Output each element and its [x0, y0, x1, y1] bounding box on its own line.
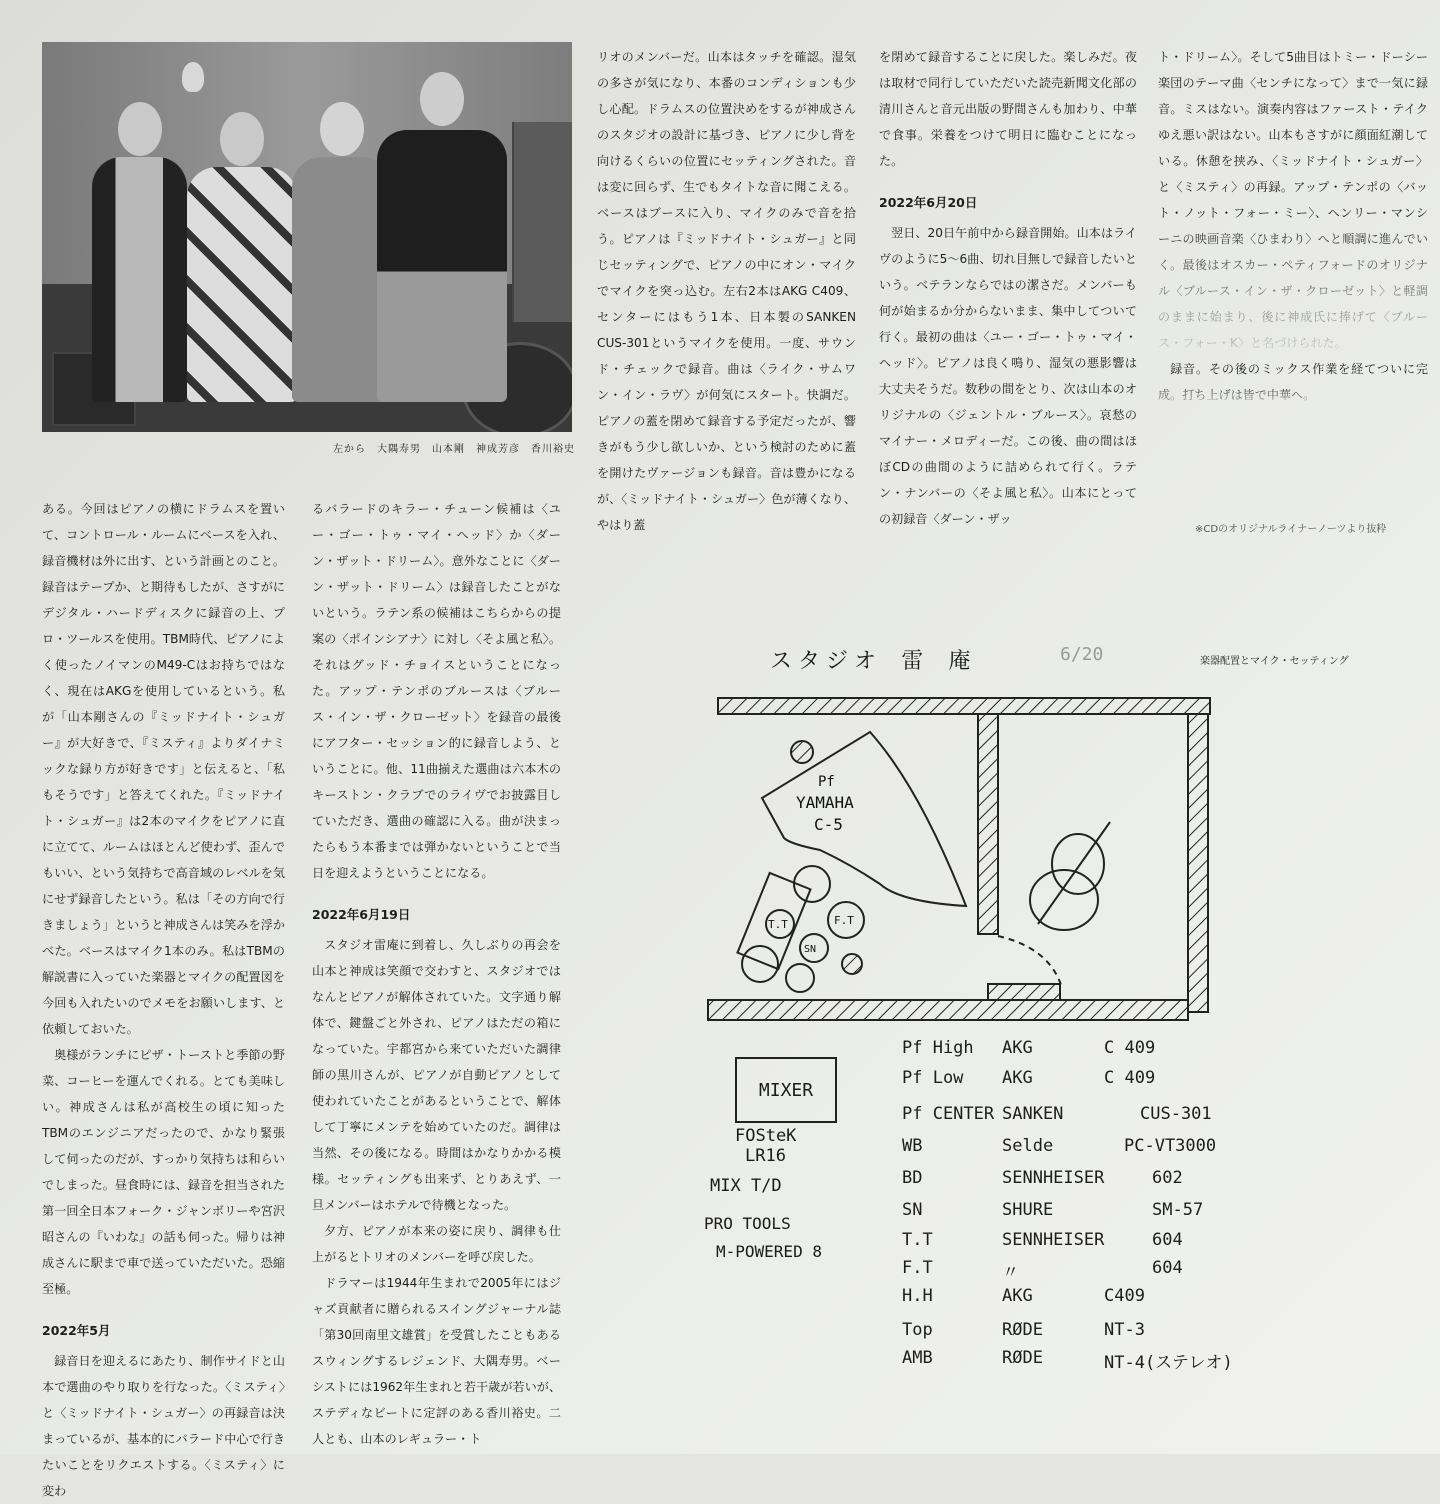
equipment-brand: AKG: [1002, 1068, 1033, 1088]
mix-td: MIX T/D: [710, 1176, 782, 1196]
equipment-pos: Pf High: [902, 1038, 974, 1058]
equipment-model: NT-3: [1104, 1320, 1145, 1340]
equipment-model: C 409: [1104, 1068, 1156, 1088]
paragraph: リオのメンバーだ。山本はタッチを確認。湿気の多さが気になり、本番のコンディションも少し心配。ドラムスの位置決めをするが神成さんのスタジオの設計に基づき、ピアノに少し背を向けるくらいの位置にセッティングされた。音は変に回らず、生でもタイトな音に聞こえる。ベースはブースに入り、マイクのみで音を拾う。ピアノは『ミッドナイト・シュガー』と同じセッティングで、ピアノの中にオン・マイクでマイクを突っ込む。左右2本はAKG C409、センターにはもう1本、日本製のSANKEN CUS-301というマイクを使用。一度、サウンド・チェックで録音。曲は〈ライク・サムワン・イン・ラヴ〉が何気にスタート。快調だ。ピアノの蓋を閉めて録音する予定だったが、響きがもう少し欲しいか、という検討のために蓋を開けたヴァージョンも録音。音は豊かになるが、〈ミッドナイト・シュガー〉色が薄くなり、やはり蓋: [597, 50, 856, 532]
paragraph: るバラードのキラー・チューン候補は〈ユー・ゴー・トゥ・マイ・ヘッド〉か〈ダーン・ザット・ドリーム〉。意外なことに〈ダーン・ザット・ドリーム〉は録音したことがないという。ラテン系の候補はこちらからの提案の〈ポインシアナ〉に対し〈そよ風と私〉。それはグッド・チョイスということになった。アップ・テンポのブルースは〈ブルース・イン・ザ・クローゼット〉を録音の最後にアフター・セッション的に録音しよう、ということに。他、11曲揃えた選曲は六本木のキーストン・クラブでのライヴでお披露目していただき、選曲の確認に入る。曲が決まったらもう本番までは弾かないということで当日を迎えようということになる。: [312, 502, 561, 880]
person-2: [187, 112, 297, 402]
booth-door: [988, 984, 1060, 1000]
tt-label: T.T: [768, 918, 788, 931]
equipment-pos: AMB: [902, 1348, 933, 1368]
drum-kit: [737, 866, 864, 992]
equipment-pos: WB: [902, 1136, 923, 1156]
equipment-pos: Top: [902, 1320, 933, 1340]
text-column-4: [879, 44, 1137, 532]
studio-title: スタジオ 雷 庵: [770, 649, 977, 674]
equipment-row: [0, 1038, 1440, 1062]
equipment-brand: SENNHEISER: [1002, 1168, 1105, 1188]
pro-tools-1: PRO TOOLS: [704, 1214, 791, 1233]
paragraph: 録音日を迎えるにあたり、制作サイドと山本で選曲のやり取りを行なった。〈ミスティ〉と〈ミッドナイト・シュガー〉の再録音は決まっているが、基本的にバラード中心で行きたいことをリクエストする。〈ミスティ〉に変わ: [42, 1354, 285, 1498]
equipment-model: CUS-301: [1140, 1104, 1212, 1124]
double-bass: [1030, 822, 1110, 930]
equipment-model: 602: [1152, 1168, 1183, 1188]
wall-booth: [978, 714, 998, 934]
equipment-brand: AKG: [1002, 1038, 1033, 1058]
equipment-brand: SANKEN: [1002, 1104, 1064, 1124]
pro-tools-2: M-POWERED 8: [716, 1242, 822, 1261]
equipment-pos: T.T: [902, 1230, 933, 1250]
photo-lamp: [182, 62, 204, 92]
mixer-model-2: LR16: [745, 1146, 786, 1166]
equipment-row: [0, 1258, 1440, 1282]
section-heading: 2022年6月20日: [879, 195, 978, 210]
diagram-subtitle: 楽器配置とマイク・セッティング: [1200, 656, 1349, 667]
piano-label-2: YAMAHA: [796, 793, 854, 812]
equipment-brand: SENNHEISER: [1002, 1230, 1105, 1250]
photo-caption: 左から 大隅寿男 山本剛 神成芳彦 香川裕史: [333, 444, 575, 455]
mixer-model-1: FOSteK: [735, 1126, 797, 1146]
equipment-brand: Selde: [1002, 1136, 1054, 1156]
text-column-5: [1158, 44, 1428, 408]
equipment-brand: 〃: [1002, 1263, 1019, 1283]
equipment-row: [0, 1068, 1440, 1092]
photo-door: [512, 122, 572, 322]
diagram-date: 6/20: [1060, 644, 1104, 665]
equipment-brand: SHURE: [1002, 1200, 1054, 1220]
equipment-pos: SN: [902, 1200, 923, 1220]
equipment-brand: AKG: [1002, 1286, 1033, 1306]
booth-door-swing: [998, 936, 1062, 988]
equipment-row: [0, 1286, 1440, 1310]
equipment-row: [0, 1168, 1440, 1192]
piano-label-1: Pf: [818, 774, 835, 790]
equipment-model: 604: [1152, 1258, 1183, 1278]
person-1: [92, 102, 187, 402]
paragraph: 夕方、ピアノが本来の姿に戻り、調律も仕上がるとトリオのメンバーを呼び戻した。: [312, 1224, 561, 1264]
wall-bottom: [708, 1000, 1188, 1020]
person-4: [377, 72, 507, 402]
equipment-pos: BD: [902, 1168, 923, 1188]
equipment-model: C 409: [1104, 1038, 1156, 1058]
paragraph: ある。今回はピアノの横にドラムスを置いて、コントロール・ルームにベースを入れ、録音機材は外に出す、という計画とのこと。録音はテープか、と期待もしたが、さすがにデジタル・ハードディスクに録音の上、プロ・ツールスを使用。TBM時代、ピアノによく使ったノイマンのM49-Cはお持ちではなく、現在はAKGを使用しているという。私が「山本剛さんの『ミッドナイト・シュガー』が大好きで、『ミスティ』よりダイナミックな録り方が好きです」と伝えると、「私もそうです」と答えてくれた。『ミッドナイト・シュガー』は2本のマイクをピアノに直に立てて、ルームはほとんど使わず、歪んでもいい、という気持ちで高音域のレベルを気にせず録音したという。私は「その方向で行きましょう」というと神成さんは笑みを浮かべた。ベースはマイク1本のみ。私はTBMの解説書に入っていた楽器とマイクの配置図を今回も入れたいのでメモをお願いします、と依頼しておいた。: [42, 502, 285, 1036]
paragraph: ドラマーは1944年生まれで2005年にはジャズ貢献者に贈られるスイングジャーナル誌「第30回南里文雄賞」を受賞したこともあるスウィングするレジェンド、大隅寿男。ベーシストには1962年生まれと若干歳が若いが、ステディなビートに定評のある香川裕史。二人とも、山本のレギュラー・ト: [312, 1276, 561, 1446]
band-photo: [42, 42, 572, 432]
equipment-model: PC-VT3000: [1124, 1136, 1217, 1156]
text-column-3: [597, 44, 856, 538]
equipment-model: 604: [1152, 1230, 1183, 1250]
paragraph: ト・ドリーム〉。そして5曲目はトミー・ドーシー楽団のテーマ曲〈センチになって〉まで一気に録音。ミスはない。演奏内容はファースト・テイクゆえ悪い訳はない。山本もさすがに顔面紅潮している。休憩を挟み、〈ミッドナイト・シュガー〉と〈ミスティ〉の再録。アップ・テンポの〈バット・ノット・フォー・ミー〉、ヘンリー・マンシーニの映画音楽〈ひまわり〉へと順調に進んでいく。最後はオスカー・ペティフォードのオリジナル〈ブルース・イン・ザ・クローゼット〉と軽調のままに始まり、後に神成氏に捧げて〈ブルース・フォー・K〉と名づけられた。: [1158, 44, 1428, 356]
equipment-pos: Pf CENTER: [902, 1104, 995, 1124]
mixer-label: MIXER: [758, 1079, 814, 1101]
sn-label: SN: [804, 944, 817, 955]
equipment-pos: H.H: [902, 1286, 933, 1306]
paragraph: スタジオ雷庵に到着し、久しぶりの再会を山本と神成は笑顔で交わすと、スタジオではなんとピアノが解体されていた。文字通り解体で、鍵盤ごと外され、ピアノはただの箱になっていた。宇都宮から来ていただいた調律師の黒川さんが、ピアノが自動ピアノとして使われていたことがあるということで、解体して丁寧にメンテを始めていたのだ。調律は当然、その後になる。時間はかなりかかる模様。セッティングも出来ず、とりあえず、一旦メンバーはホテルで待機となった。: [312, 938, 561, 1212]
wall-top: [718, 698, 1210, 714]
studio-floor-plan: [700, 688, 1220, 1048]
equipment-row: [0, 1320, 1440, 1344]
equipment-brand: RØDE: [1002, 1320, 1043, 1340]
section-heading: 2022年5月: [42, 1323, 111, 1338]
equipment-pos: Pf Low: [902, 1068, 964, 1088]
equipment-row: [0, 1348, 1440, 1372]
source-note: ※CDのオリジナルライナーノーツより抜粋: [1195, 524, 1387, 535]
equipment-model: NT-4(ステレオ): [1104, 1353, 1233, 1373]
piano-label-3: C-5: [814, 815, 843, 834]
equipment-row: [0, 1136, 1440, 1160]
wall-right: [1188, 714, 1208, 1012]
equipment-brand: RØDE: [1002, 1348, 1043, 1368]
equipment-row: [0, 1200, 1440, 1224]
equipment-row: [0, 1104, 1440, 1128]
equipment-row: [0, 1230, 1440, 1254]
paragraph: 翌日、20日午前中から録音開始。山本はライヴのように5〜6曲、切れ目無しで録音したいという。ベテランならではの潔さだ。メンバーも何が始まるか分からないまま、集中してついて行く。最初の曲は〈ユー・ゴー・トゥ・マイ・ヘッド〉。ピアノは良く鳴り、湿気の悪影響は大丈夫そうだ。数秒の間をとり、次は山本のオリジナルの〈ジェントル・ブルース〉。哀愁のマイナー・メロディーだ。この後、曲の間はほぼCDの曲間のように詰められて行く。ラテン・ナンバーの〈そよ風と私〉。山本にとっての初録音〈ダーン・ザッ: [879, 226, 1137, 526]
equipment-model: SM-57: [1152, 1200, 1204, 1220]
paragraph: 奥様がランチにピザ・トーストと季節の野菜、コーヒーを運んでくれる。とても美味しい。神成さんは私が高校生の頃に知ったTBMのエンジニアだったので、かなり緊張して伺ったのだが、すっかり気持ちは和らいでしまった。昼食時には、録音を担当された第一回全日本フォーク・ジャンボリーや宮沢昭さんの『いわな』の話も伺った。帰りは神成さんに駅まで車で送っていただいた。恐縮至極。: [42, 1048, 285, 1296]
equipment-pos: F.T: [902, 1258, 933, 1278]
paragraph: を閉めて録音することに戻した。楽しみだ。夜は取材で同行していただいた読売新聞文化部の清川さんと音元出版の野間さんも加わり、中華で食事。栄養をつけて明日に臨むことになった。: [879, 50, 1137, 168]
paragraph: 録音。その後のミックス作業を経てついに完成。打ち上げは皆で中華へ。: [1158, 356, 1428, 408]
piano-mic: [791, 741, 813, 763]
ft-label: F.T: [834, 914, 854, 927]
equipment-model: C409: [1104, 1286, 1145, 1306]
section-heading: 2022年6月19日: [312, 907, 411, 922]
